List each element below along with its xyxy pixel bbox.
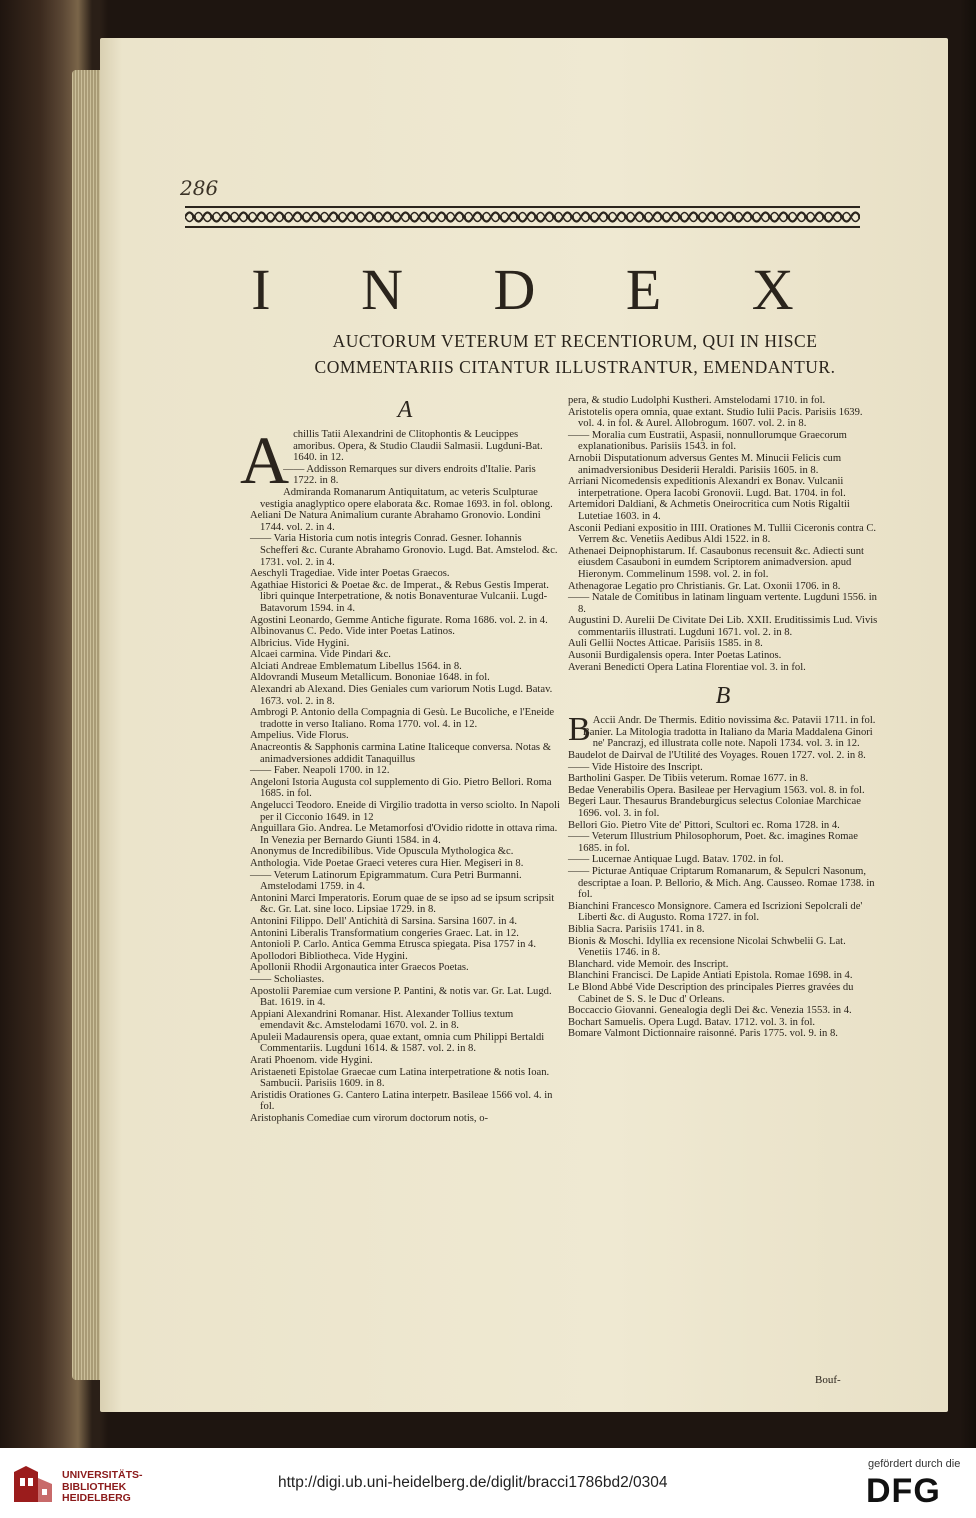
index-entry: Agostini Leonardo, Gemme Antiche figurate. Roma 1686. vol. 2. in 4. — [250, 614, 548, 626]
index-entry: Angeloni Istoria Augusta col supplemento di Gio. Pietro Bellori. Roma 1685. in fol. — [250, 776, 552, 800]
index-entry: —— Scholiastes. — [250, 973, 325, 985]
index-entry: —— Veterum Illustrium Philosophorum, Poet. &c. imagines Romae 1685. in fol. — [568, 831, 858, 854]
index-entry: Albricius. Vide Hygini. — [250, 637, 350, 649]
index-entry: Artemidori Daldiani, & Achmetis Oneirocritica cum Notis Rigaltii Lutetiae 1603. in 4. — [568, 499, 850, 522]
index-entry: Blanchini Francisci. De Lapide Antiati Epistola. Romae 1698. in 4. — [568, 970, 853, 982]
index-entry: Bionis & Moschi. Idyllia ex recensione Nicolai Schwbelii G. Lat. Venetiis 1746. in 8. — [568, 935, 846, 959]
index-entry: Aristidis Orationes G. Cantero Latina interpetr. Basileae 1566 vol. 4. in fol. — [250, 1089, 553, 1113]
index-entry: Bochart Samuelis. Opera Lugd. Batav. 1712. vol. 3. in fol. — [568, 1016, 816, 1028]
index-entry: Bartholini Gasper. De Tibiis veterum. Romae 1677. in 8. — [568, 773, 809, 785]
index-entry: Antonini Marci Imperatoris. Eorum quae de se ipso ad se ipsum scripsit &c. Gr. Lat. sine loco. Lipsiae 1729. in 8. — [250, 892, 555, 916]
index-entry: Apostolii Paremiae cum versione P. Pantini, & notis var. Gr. Lat. Lugd. Bat. 1619. in 4. — [250, 985, 552, 1009]
index-entry: —— Vide Histoire des Inscript. — [568, 761, 703, 773]
index-entry: Appiani Alexandrini Romanar. Hist. Alexander Tollius textum emendavit &c. Amstelodami 1670. vol. 2. in 8. — [250, 1008, 514, 1032]
index-entry: Admiranda Romanarum Antiquitatum, ac veteris Sculpturae vestigia anaglyptico opere elaborata &c. Romae 1693. in fol. oblong. — [260, 486, 553, 510]
index-entry: Augustini D. Aurelii De Civitate Dei Lib. XXII. Eruditissimis Lud. Vivis commentariis illustrati. Lugduni 1671. vol. 2. in 8. — [568, 615, 878, 638]
index-entry: Aldovrandi Museum Metallicum. Bononiae 1648. in fol. — [250, 672, 490, 684]
index-entry: Aristophanis Comediae cum virorum doctorum notis, o- — [250, 1113, 489, 1125]
permalink-url[interactable]: http://digi.ub.uni-heidelberg.de/diglit/bracci1786bd2/0304 — [278, 1474, 668, 1491]
index-entry: Bedae Venerabilis Opera. Basileae per Hervagium 1563. vol. 8. in fol. — [568, 784, 865, 796]
index-entry: Athenagorae Legatio pro Christianis. Gr. Lat. Oxonii 1706. in 8. — [568, 580, 841, 592]
index-entry: Aristotelis opera omnia, quae extant. Studio Iulii Pacis. Parisiis 1639. vol. 4. in fol. & Aurel. Allobrogum. 1607. vol. 2. in 8. — [568, 406, 863, 430]
index-entry: Apuleii Madaurensis opera, quae extant, omnia cum Philippi Bertaldi Commentariis. Lugduni 1614. & 1587. vol. 2. in 8. — [250, 1031, 545, 1055]
index-entry: Anonymus de Incredibilibus. Vide Opuscula Mythologica &c. — [250, 846, 514, 858]
index-entry: Antonioli P. Carlo. Antica Gemma Etrusca spiegata. Pisa 1757 in 4. — [250, 939, 536, 951]
index-subtitle: AUCTORUM VETERUM ET RECENTIORUM, QUI IN HISCE COMMENTARIIS CITANTUR ILLUSTRANTUR, EMENDANTUR. — [314, 331, 836, 377]
library-name: UNIVERSITÄTS- BIBLIOTHEK HEIDELBERG — [62, 1469, 143, 1504]
index-entry: —— Picturae Antiquae Criptarum Romanarum, & Sepulcri Nasonum, descriptae a Ioan. P. Bellorio, & Mich. Ang. Causseo. Romae 1738. in fol. — [568, 865, 875, 901]
index-entry: Le Blond Abbé Vide Description des principales Pierres gravées du Cabinet de S. S. le Duc d' Orleans. — [568, 981, 854, 1005]
section-letter-a: A — [397, 397, 413, 423]
index-entry: —— Varia Historia cum notis integris Conrad. Gesner. Iohannis Schefferi &c. Curante Abrahamo Gronovio. Lugd. Bat. Amstelod. &c. 1731. vol. 2. in 4. — [250, 533, 558, 568]
dropcap-b: B — [568, 711, 591, 749]
footer-bar — [0, 1448, 976, 1518]
university-library-logo-icon — [8, 1462, 58, 1508]
right-entries-b-list — [568, 727, 878, 1040]
index-entry: Angelucci Teodoro. Eneide di Virgilio tradotta in verso sciolto. In Napoli per il Cicconio 1649. in 12 — [250, 800, 560, 823]
right-column — [568, 395, 878, 1040]
index-entry: Auli Gellii Noctes Atticae. Parisiis 1585. in 8. — [568, 638, 763, 650]
index-entry: Begeri Laur. Thesaurus Brandeburgicus selectus Coloniae Marchicae 1696. vol. 3. in fol. — [568, 796, 861, 819]
index-entry: Anguillara Gio. Andrea. Le Metamorfosi d'Ovidio ridotte in ottava rima. In Venezia per Bernardo Giunti 1584. in 4. — [250, 823, 558, 846]
index-entry: —— Veterum Latinorum Epigrammatum. Cura Petri Burmanni. Amstelodami 1759. in 4. — [250, 869, 522, 893]
index-entry: Albinovanus C. Pedo. Vide inter Poetas Latinos. — [250, 626, 455, 638]
index-entry: Asconii Pediani expositio in IIII. Orationes M. Tullii Ciceronis contra C. Verrem &c. Venetiis Aedibus Aldi 1522. in 8. — [568, 522, 877, 546]
index-entry: Bomare Valmont Dictionnaire raisonné. Paris 1775. vol. 9. in 8. — [568, 1028, 838, 1040]
dfg-logo: DFG — [866, 1472, 941, 1510]
index-entry: —— Natale de Comitibus in latinam linguam vertente. Lugduni 1556. in 8. — [568, 592, 877, 615]
right-entries-a-list — [568, 395, 878, 673]
index-entry: Athenaei Deipnophistarum. If. Casaubonus recensuit &c. Adiecti sunt eiusdem Casauboni in eumdem Scriptorem animadversion. apud Hieronym. Commelinum 1598. vol. 2. in fol. — [568, 545, 864, 580]
index-entry: Antonini Filippo. Dell' Antichità di Sarsina. Sarsina 1607. in 4. — [250, 915, 518, 927]
first-entry-b: B Accii Andr. De Thermis. Editio novissima &c. Patavii 1711. in fol. — [568, 711, 876, 749]
index-entry: —— Faber. Neapoli 1700. in 12. — [250, 765, 390, 777]
index-entry: Alciati Andreae Emblematum Libellus 1564. in 8. — [250, 660, 462, 672]
index-entry: Ampelius. Vide Florus. — [250, 730, 349, 742]
left-entries-list — [250, 464, 560, 1125]
index-entry: Aeschyli Tragediae. Vide inter Poetas Graecos. — [250, 568, 450, 580]
section-letter-b: B — [715, 683, 731, 710]
index-entry: —— Addisson Remarques sur divers endroits d'Italie. Paris 1722. in 8. — [283, 463, 536, 487]
index-entry: Arriani Nicomedensis expeditionis Alexandri ex Bonav. Vulcanii interpetratione. Opera Iacobi Gronovii. Lugd. Bat. 1704. in fol. — [568, 476, 846, 499]
index-entry: Antonini Liberalis Transformatium congeries Graec. Lat. in 12. — [250, 927, 519, 939]
funding-note: gefördert durch die — [868, 1458, 961, 1470]
index-entry: Blanchard. vide Memoir. des Inscript. — [568, 958, 729, 970]
index-entry: Alcaei carmina. Vide Pindari &c. — [250, 649, 391, 661]
left-column — [240, 395, 560, 1125]
index-title: I N D E X — [251, 257, 832, 322]
index-entry: Anacreontis & Sapphonis carmina Latine Italiceque conversa. Notas & animadversiones addidit Tanaquillus — [250, 742, 551, 765]
index-entry: Biblia Sacra. Parisiis 1741. in 8. — [568, 923, 705, 935]
index-entry: Arati Phoenom. vide Hygini. — [250, 1055, 373, 1067]
index-entry: Alexandri ab Alexand. Dies Geniales cum variorum Notis Lugd. Batav. 1673. vol. 2. in 8. — [250, 684, 553, 707]
index-entry: Boccaccio Giovanni. Genealogia degli Dei &c. Venezia 1553. in 4. — [568, 1005, 852, 1017]
index-entry: Aristaeneti Epistolae Graecae cum Latina interpetratione & notis Ioan. Sambucii. Parisiis 1609. in 8. — [250, 1066, 550, 1090]
index-entry: Baudelot de Dairval de l'Utilité des Voyages. Rouen 1727. vol. 2. in 8. — [568, 750, 866, 762]
index-entry: Arnobii Disputationum adversus Gentes M. Minucii Felicis cum animadversionibus Desiderii Heraldi. Parisiis 1605. in 8. — [568, 452, 842, 476]
index-entry: Aeliani De Natura Animalium curante Abrahamo Gronovio. Londini 1744. vol. 2. in 4. — [250, 510, 541, 533]
index-entry: Banier. La Mitologia tradotta in Italiano da Maria Maddalena Ginori ne' Pancrazj, ed illustrata colle note. Napoli 1734. vol. 3. in 12. — [582, 726, 873, 750]
index-entry: Apollonii Rhodii Argonautica inter Graecos Poetas. — [250, 962, 469, 974]
first-entry-a: Achillis Tatii Alexandrini de Clitophontis & Leucippes amoribus. Opera, & Studio Claudii Salmasii. Lugduni-Bat. 1640. in 12. — [240, 422, 543, 498]
dropcap-a: A — [240, 422, 290, 498]
catchword: Bouf- — [815, 1374, 841, 1386]
index-entry: Averani Benedicti Opera Latina Florentiae vol. 3. in fol. — [568, 661, 806, 673]
index-entry: Anthologia. Vide Poetae Graeci veteres cura Hier. Megiseri in 8. — [250, 857, 524, 869]
index-entry: Ambrogi P. Antonio della Compagnia di Gesù. Le Bucoliche, e l'Eneide tradotte in verso Italiano. Roma 1770. vol. 4. in 12. — [250, 707, 555, 730]
index-entry: Bianchini Francesco Monsignore. Camera ed Iscrizioni Sepolcrali de' Liberti &c. di Augusto. Roma 1727. in fol. — [568, 900, 863, 924]
index-entry: —— Lucernae Antiquae Lugd. Batav. 1702. in fol. — [568, 854, 784, 866]
index-entry: Agathiae Historici & Poetae &c. de Imperat., & Rebus Gestis Imperat. libri quinque Interpetratione, & notis Bonaventurae Vulcanii. Lugd-Batavorum 1594. in 4. — [250, 579, 549, 614]
index-entry: —— Moralia cum Eustratii, Aspasii, nonnullorumque Graecorum explanationibus. Parisiis 1543. in fol. — [568, 429, 847, 453]
page-number: 286 — [180, 176, 219, 200]
index-entry: pera, & studio Ludolphi Kustheri. Amstelodami 1710. in fol. — [568, 395, 826, 406]
index-entry: Bellori Gio. Pietro Vite de' Pittori, Scultori ec. Roma 1728. in 4. — [568, 819, 840, 831]
ornamental-band — [185, 206, 860, 228]
index-entry: Apollodori Bibliotheca. Vide Hygini. — [250, 950, 408, 962]
index-entry: Ausonii Burdigalensis opera. Inter Poetas Latinos. — [568, 650, 782, 662]
